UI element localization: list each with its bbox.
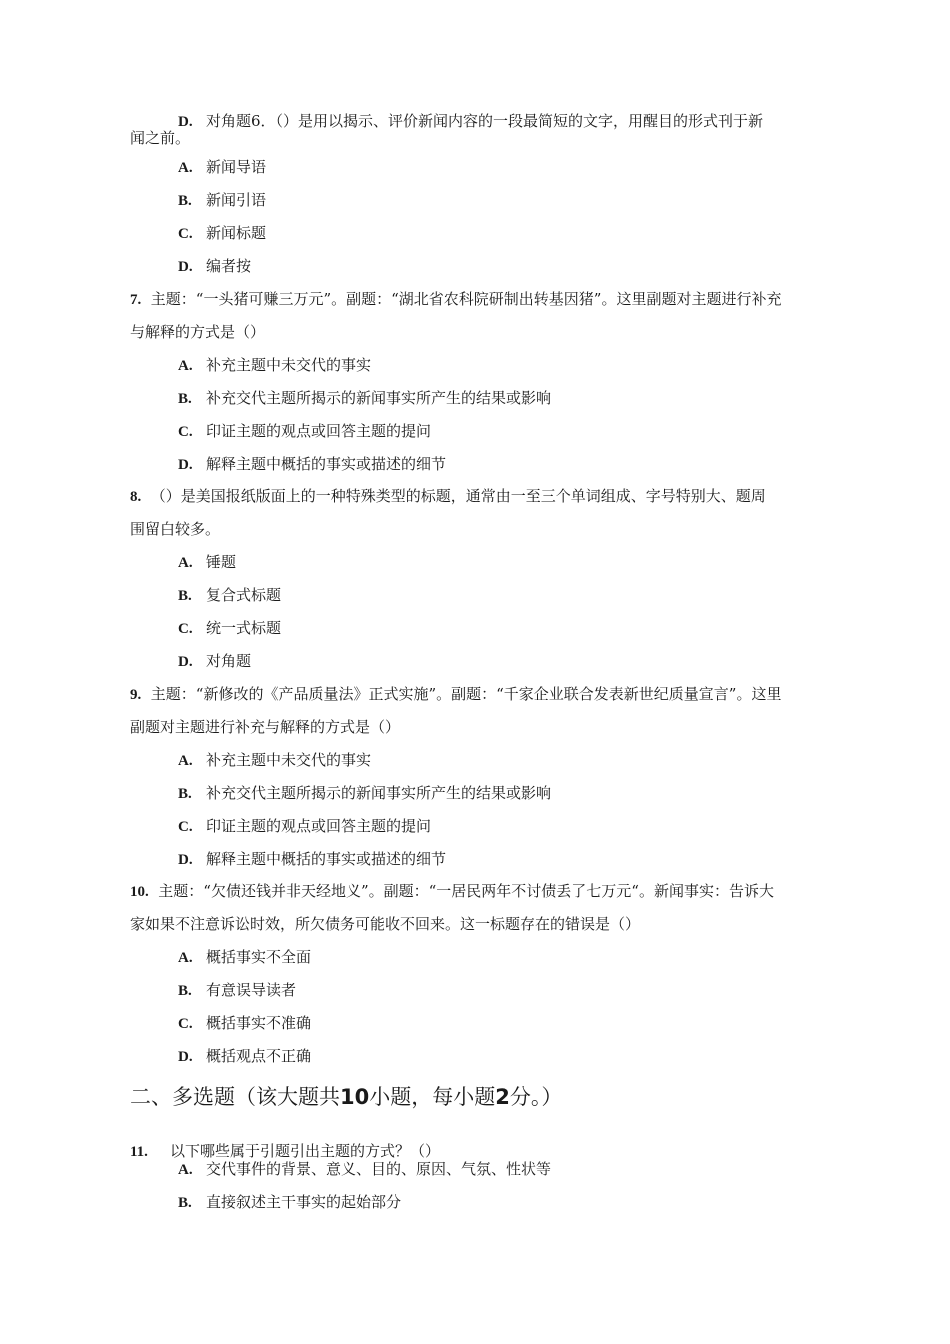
q9-option-c: C. 印证主题的观点或回答主题的提问: [178, 817, 432, 835]
q6-option-d: D. 编者按: [178, 257, 252, 275]
question-8-line-1: [130, 487, 766, 506]
q9-option-d: D. 解释主题中概括的事实或描述的细节: [178, 850, 447, 868]
q11-option-a: A. 交代事件的背景、意义、目的、原因、气氛、性状等: [178, 1160, 552, 1178]
q8-option-d: D. 对角题: [178, 652, 252, 670]
question-number: 11.: [130, 1144, 148, 1160]
question-6-text: 对角题6．（）是用以揭示、评价新闻内容的一段最简短的文字，用醒目的形式刊于新: [206, 112, 764, 130]
question-8-line-2: 围留白较多。: [130, 520, 221, 538]
question-number: 7.: [130, 292, 142, 308]
q11-option-b: B. 直接叙述主干事实的起始部分: [178, 1193, 402, 1211]
q10-option-b: B. 有意误导读者: [178, 981, 297, 999]
question-7-text: 主题：“一头猪可赚三万元”。副题：“湖北省农科院研制出转基因猪”。这里副题对主题进行补充: [150, 290, 782, 308]
q9-option-b: B. 补充交代主题所揭示的新闻事实所产生的结果或影响: [178, 784, 552, 802]
section-heading-multiple-choice: 二、多选题（该大题共10小题，每小题2分。）: [130, 1085, 563, 1109]
question-6-line-1: [178, 112, 763, 131]
question-number: 8.: [130, 489, 142, 505]
question-count: 10: [340, 1085, 370, 1109]
question-11-line-1: [130, 1142, 440, 1161]
q7-option-b: B. 补充交代主题所揭示的新闻事实所产生的结果或影响: [178, 389, 552, 407]
q10-option-c: C. 概括事实不准确: [178, 1014, 312, 1032]
q6-option-a: A. 新闻导语: [178, 158, 267, 176]
option-letter: D.: [178, 114, 193, 130]
q9-option-a: A. 补充主题中未交代的事实: [178, 751, 372, 769]
question-10-text: 主题：“欠债还钱并非天经地义”。副题：“一居民两年不讨债丢了七万元“。新闻事实：告诉大: [158, 882, 774, 900]
question-11-text: 以下哪些属于引题引出主题的方式？（）: [170, 1142, 441, 1160]
question-10-line-1: [130, 882, 774, 901]
q8-option-a: A. 锤题: [178, 553, 237, 571]
q8-option-b: B. 复合式标题: [178, 586, 282, 604]
question-10-line-2: 家如果不注意诉讼时效，所欠债务可能收不回来。这一标题存在的错误是（）: [130, 915, 641, 933]
question-9-line-2: 副题对主题进行补充与解释的方式是（）: [130, 718, 401, 736]
q7-option-c: C. 印证主题的观点或回答主题的提问: [178, 422, 432, 440]
q10-option-d: D. 概括观点不正确: [178, 1047, 312, 1065]
q6-option-c: C. 新闻标题: [178, 224, 267, 242]
question-number: 9.: [130, 687, 142, 703]
question-7-line-1: [130, 290, 781, 309]
q7-option-d: D. 解释主题中概括的事实或描述的细节: [178, 455, 447, 473]
q6-option-b: B. 新闻引语: [178, 191, 267, 209]
question-number: 10.: [130, 884, 149, 900]
question-7-line-2: 与解释的方式是（）: [130, 323, 266, 341]
q7-option-a: A. 补充主题中未交代的事实: [178, 356, 372, 374]
question-6-line-2: 闻之前。: [130, 129, 191, 147]
question-8-text: （）是美国报纸版面上的一种特殊类型的标题，通常由一至三个单词组成、字号特别大、题周: [150, 487, 766, 505]
q8-option-c: C. 统一式标题: [178, 619, 282, 637]
q10-option-a: A. 概括事实不全面: [178, 948, 312, 966]
question-9-line-1: [130, 685, 781, 704]
question-9-text: 主题：“新修改的《产品质量法》正式实施”。副题：“千家企业联合发表新世纪质量宣言”。这里: [150, 685, 782, 703]
score-per-question: 2: [495, 1085, 510, 1109]
